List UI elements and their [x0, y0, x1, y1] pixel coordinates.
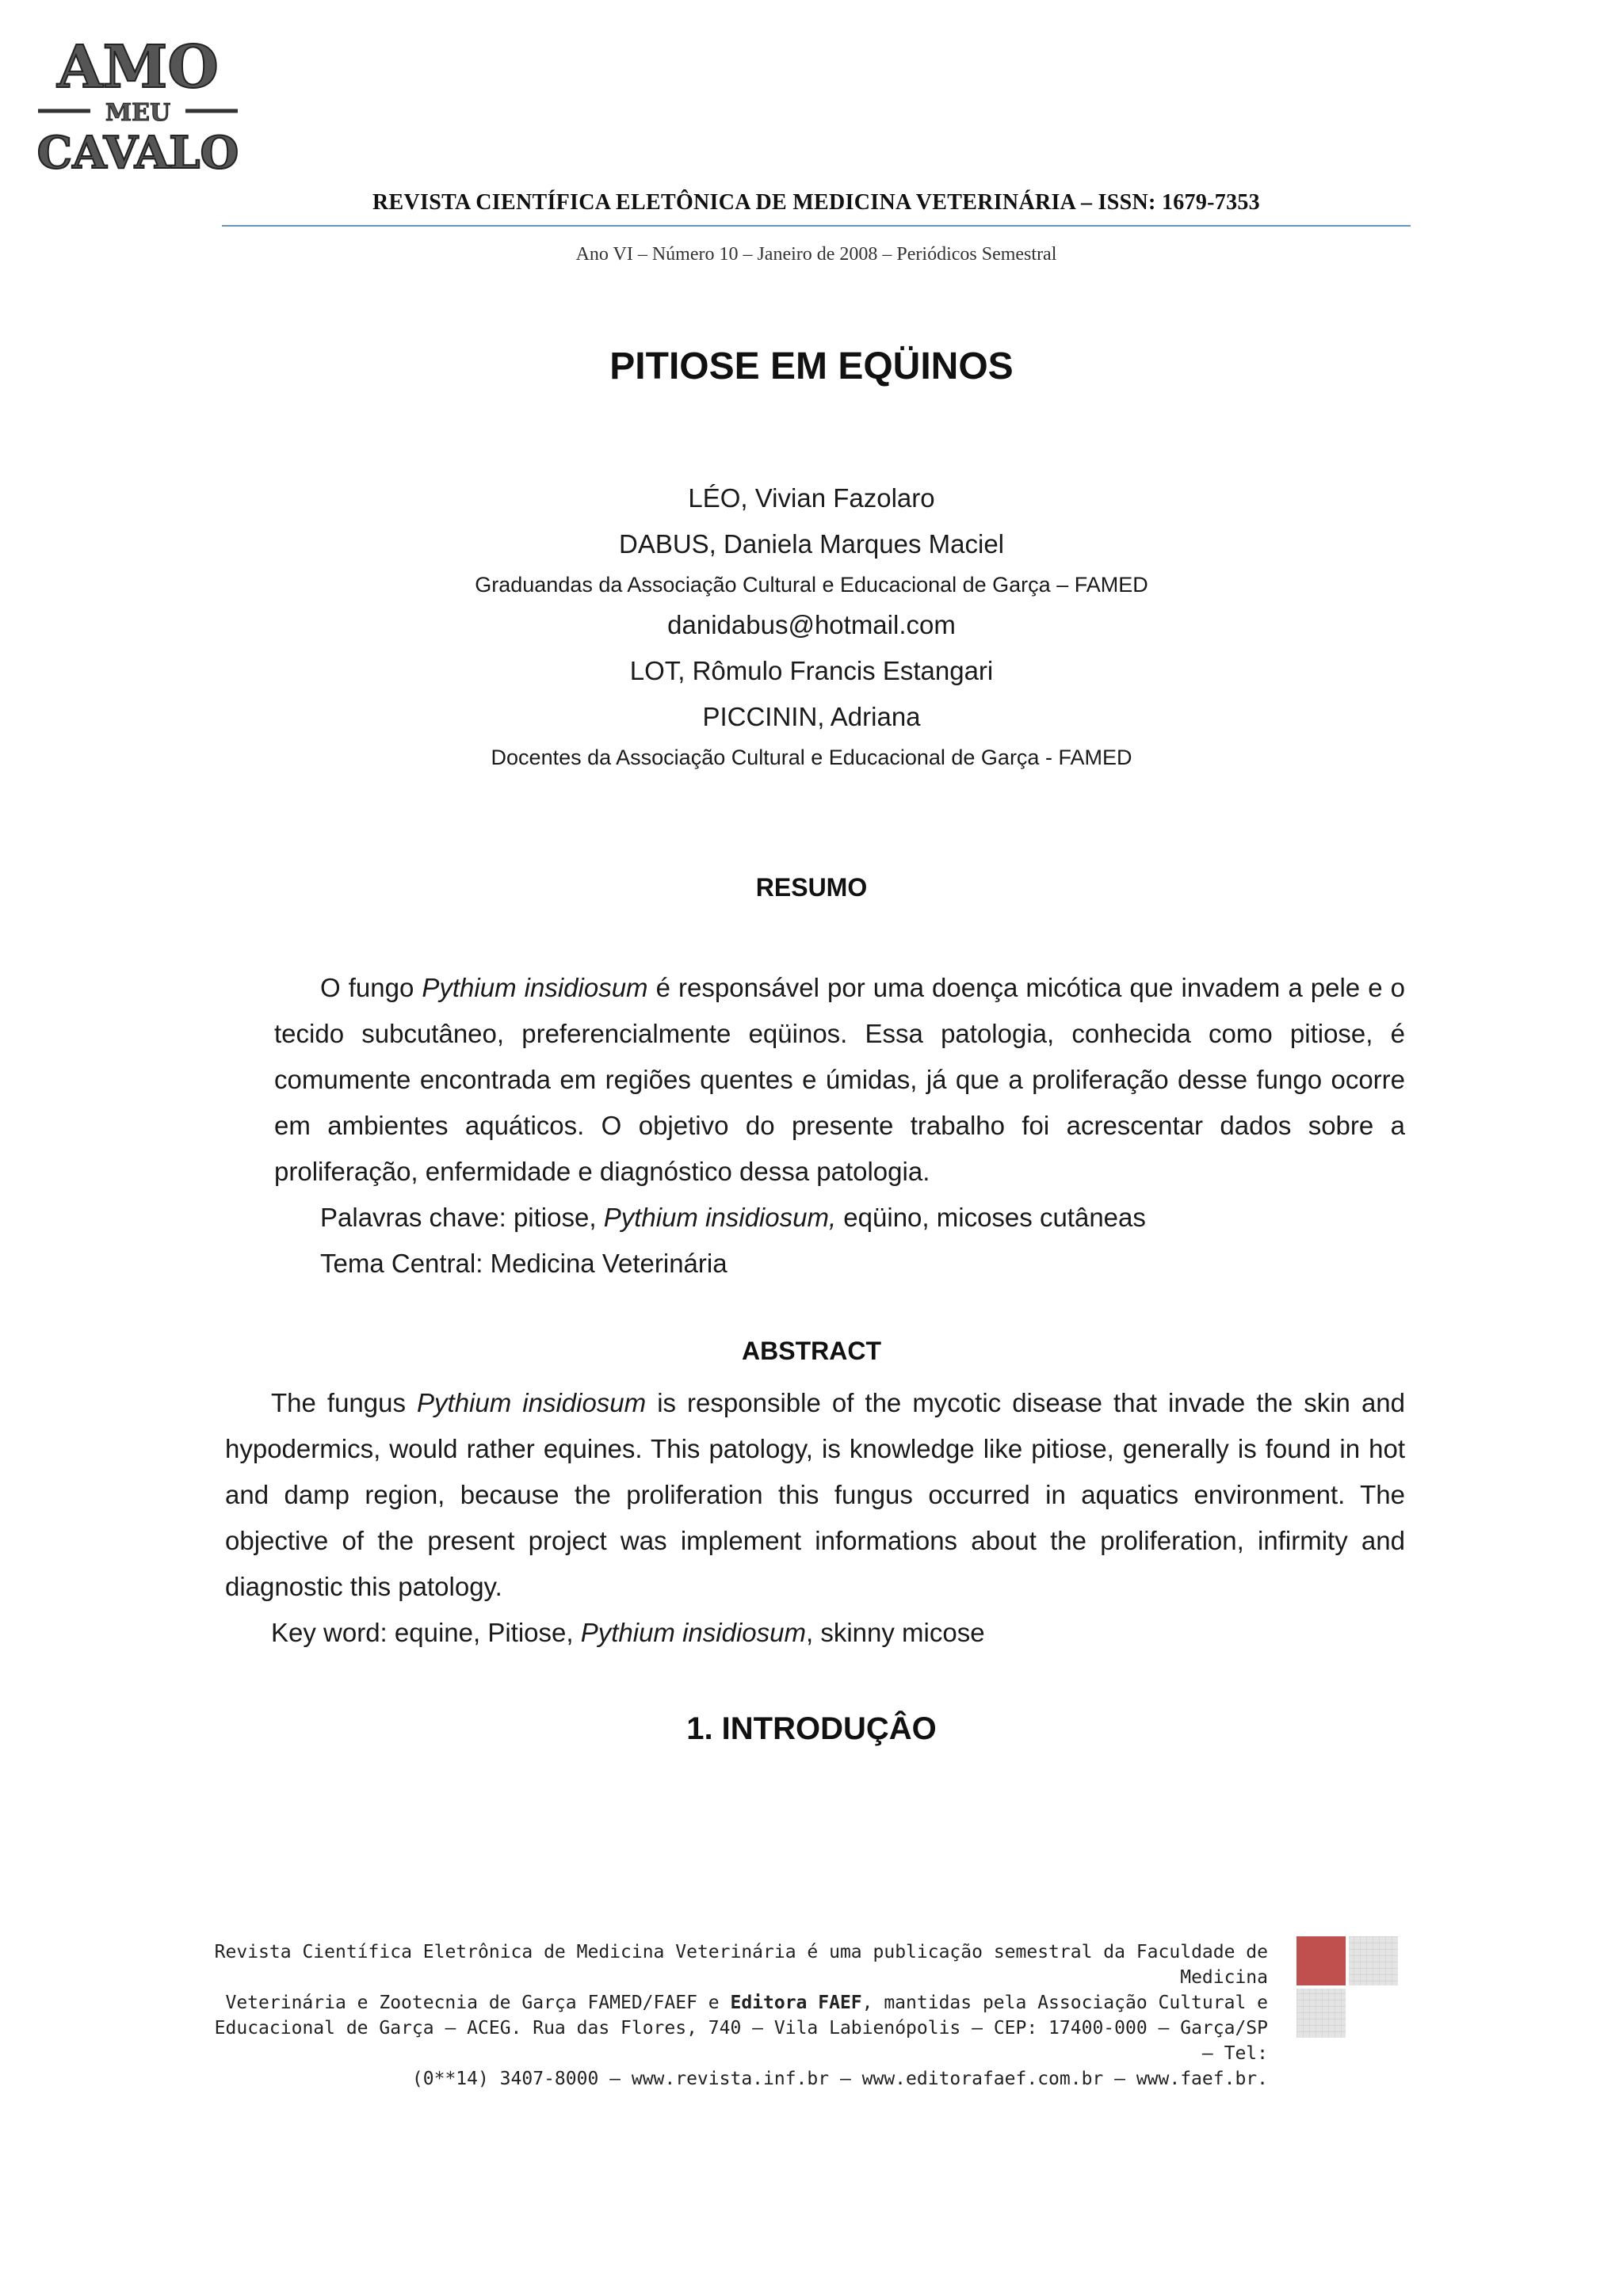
- species-name: Pythium insidiosum: [422, 973, 648, 1002]
- author-email: danidabus@hotmail.com: [667, 610, 956, 639]
- page-footer: [214, 1939, 1268, 2092]
- abstract-paragraph: The fungus Pythium insidiosum is responsible of the mycotic disease that invade the skin and hypodermics, would rather equines. This patology, is knowledge like pitiose, generally is found in hot and damp region, because the proliferation this fungus occurred in aquatics environment. The objective of the present project was implement informations about the proliferation, infirmity and diagnostic this patology.: [225, 1388, 1406, 1601]
- author-1: LÉO, Vivian Fazolaro: [688, 483, 935, 513]
- abstract-body: [225, 1380, 1405, 1656]
- author-4: PICCININ, Adriana: [702, 702, 921, 731]
- affiliation-1: Graduandas da Associação Cultural e Educacional de Garça – FAMED: [475, 573, 1148, 597]
- footer-line-4: (0**14) 3407-8000 – www.revista.inf.br – www.editorafaef.com.br – www.faef.br.: [411, 2069, 1268, 2089]
- logo-line-cavalo: CAVALO: [36, 127, 239, 176]
- footer-line-1: Revista Científica Eletrônica de Medicina Veterinária é uma publicação semestral da Faculdade de Medicina: [214, 1942, 1268, 1988]
- species-name: Pythium insidiosum,: [603, 1203, 837, 1232]
- abstract-heading: ABSTRACT: [742, 1337, 881, 1365]
- header-divider: [222, 225, 1411, 227]
- abstract-keywords: Key word: equine, Pitiose, Pythium insidiosum, skinny micose: [271, 1618, 985, 1647]
- resumo-body: [274, 965, 1405, 1287]
- species-name: Pythium insidiosum: [580, 1618, 806, 1647]
- journal-logo: [35, 35, 241, 176]
- resumo-tema: Tema Central: Medicina Veterinária: [320, 1249, 727, 1278]
- author-block: [0, 475, 1623, 775]
- faef-grid-logo-icon: [1296, 1936, 1398, 2038]
- footer-line-2: Veterinária e Zootecnia de Garça FAMED/FAEF e Editora FAEF, mantidas pela Associação Cultural e: [225, 1993, 1268, 2013]
- journal-title: REVISTA CIENTÍFICA ELETÔNICA DE MEDICINA VETERINÁRIA – ISSN: 1679-7353: [372, 190, 1260, 215]
- logo-line-meu: MEU: [105, 99, 171, 127]
- resumo-heading: RESUMO: [755, 873, 868, 902]
- article-title: PITIOSE EM EQÜINOS: [609, 345, 1014, 387]
- author-3: LOT, Rômulo Francis Estangari: [629, 656, 994, 685]
- footer-line-3: Educacional de Garça – ACEG. Rua das Flores, 740 – Vila Labienópolis – CEP: 17400-000 – Garça/SP – Tel:: [214, 2018, 1268, 2064]
- logo-line-amo: AMO: [57, 35, 219, 101]
- species-name: Pythium insidiosum: [417, 1388, 647, 1417]
- affiliation-2: Docentes da Associação Cultural e Educacional de Garça - FAMED: [491, 746, 1132, 769]
- horse-logo-graphic: [35, 35, 241, 176]
- resumo-keywords: Palavras chave: pitiose, Pythium insidiosum, eqüino, micoses cutâneas: [320, 1203, 1146, 1232]
- resumo-paragraph: O fungo Pythium insidiosum é responsável por uma doença micótica que invadem a pele e o tecido subcutâneo, preferencialmente eqüinos. Essa patologia, conhecida como pitiose, é comumente encontrada em regiões quentes e úmidas, já que a proliferação desse fungo ocorre em ambientes aquáticos. O objetivo do presente trabalho foi acrescentar dados sobre a proliferação, enfermidade e diagnóstico dessa patologia.: [274, 973, 1405, 1186]
- introduction-heading: 1. INTRODUÇÂO: [686, 1711, 937, 1746]
- author-2: DABUS, Daniela Marques Maciel: [618, 529, 1005, 559]
- issue-info: Ano VI – Número 10 – Janeiro de 2008 – Periódicos Semestral: [575, 244, 1057, 265]
